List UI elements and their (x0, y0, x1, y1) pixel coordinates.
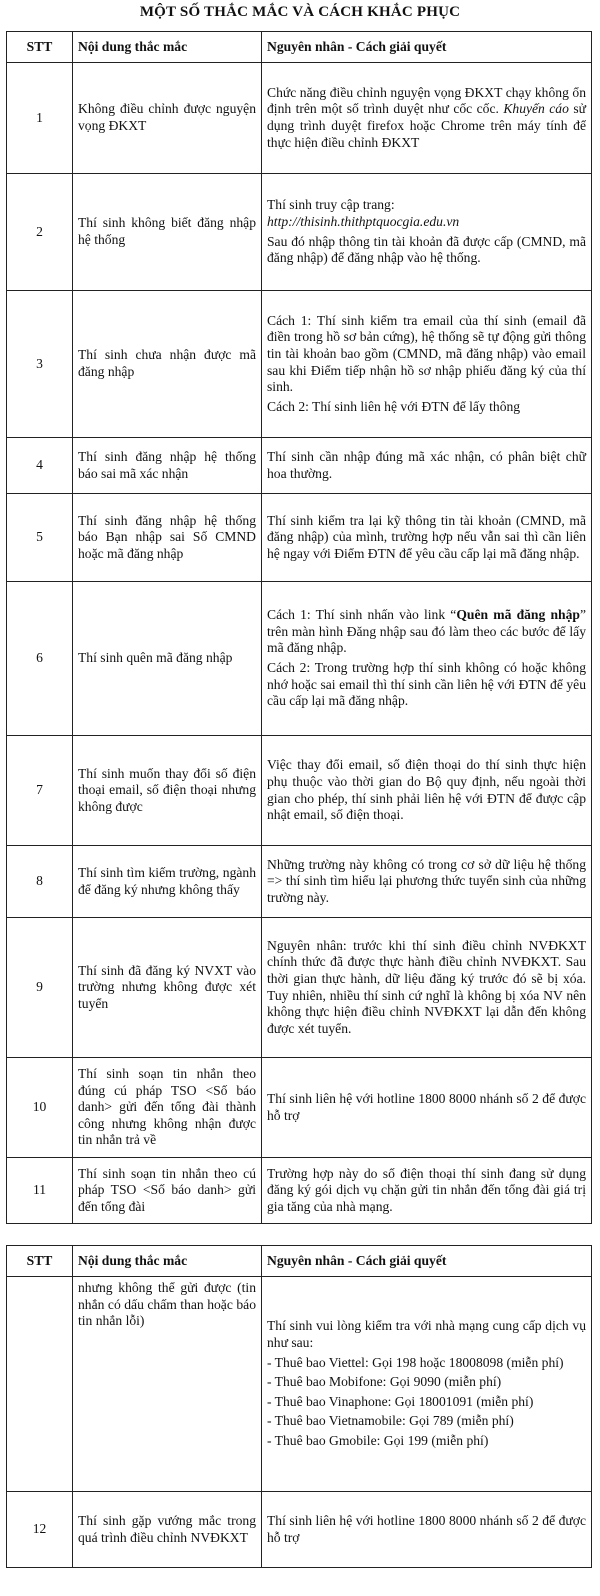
carrier-viettel: - Thuê bao Viettel: Gọi 198 hoặc 18008098 (miễn phí) (267, 1354, 564, 1370)
carrier-mobifone: - Thuê bao Mobifone: Gọi 9090 (miễn phí) (267, 1374, 502, 1390)
table-row (7, 438, 592, 494)
table-row (7, 291, 592, 438)
carrier-vinaphone: - Thuê bao Vinaphone: Gọi 18001091 (miễn phí) (267, 1393, 534, 1409)
row-answer (262, 1277, 592, 1492)
row-number: 3 (7, 291, 73, 438)
header-stt: STT (7, 1246, 73, 1277)
table-row (7, 846, 592, 918)
row-question: nhưng không thể gửi được (tin nhắn có dấu chấm than hoặc báo tin nhắn lỗi) (73, 1277, 262, 1492)
carrier-vietnamobile: - Thuê bao Vietnamobile: Gọi 789 (miễn phí) (267, 1413, 514, 1429)
row-question: Thí sinh quên mã đăng nhập (73, 582, 262, 736)
row-number: 5 (7, 494, 73, 582)
row-answer: Nguyên nhân: trước khi thí sinh điều chỉnh NVĐKXT chính thức đã được thực hành điều chỉnh NVĐKXT. Sau thời gian thực hành, dữ liệu đăng ký trước đó sẽ bị xóa. Tuy nhiên, nhiều thí sinh cứ nghĩ là không bị xóa NV nên không thực hiện điều chỉnh NVĐKXT lại dẫn đến không được xét tuyển. (262, 918, 592, 1058)
row-number (7, 1277, 73, 1492)
table-row (7, 63, 592, 174)
row-answer: Thí sinh cần nhập đúng mã xác nhận, có phân biệt chữ hoa thường. (262, 438, 592, 494)
table-row (7, 174, 592, 291)
table-row (7, 1277, 592, 1492)
row-answer: Những trường này không có trong cơ sở dữ liệu hệ thống => thí sinh tìm hiểu lại phương thức tuyển sinh của những trường này. (262, 846, 592, 918)
row-question: Thí sinh muốn thay đổi số điện thoại email, số điện thoại nhưng không được (73, 736, 262, 846)
row-answer (262, 582, 592, 736)
carrier-gmobile: - Thuê bao Gmobile: Gọi 199 (miễn phí) (267, 1432, 489, 1448)
answer-text: ” trên màn hình Đăng nhập sau đó làm theo các bước để lấy mã đăng nhập. (267, 607, 586, 656)
row-number: 1 (7, 63, 73, 174)
site-link[interactable]: http://thisinh.thithptquocgia.edu.vn (267, 213, 460, 229)
header-question: Nội dung thắc mắc (73, 32, 262, 63)
answer-text: Sau đó nhập thông tin tài khoản đã được cấp (CMND, mã đăng nhập) để đăng nhập vào hệ thống. (267, 233, 586, 266)
faq-table-continued (6, 1245, 592, 1568)
table-row (7, 918, 592, 1058)
table-row (7, 1058, 592, 1158)
row-answer: Thí sinh liên hệ với hotline 1800 8000 nhánh số 2 để được hỗ trợ (262, 1058, 592, 1158)
answer-text: Cách 2: Trong trường hợp thí sinh không có hoặc không nhớ hoặc sai email thì thí sinh cần liên hệ với ĐTN để yêu cầu cấp lại mã đăng nhập. (267, 660, 586, 709)
row-question: Thí sinh soạn tin nhắn theo cú pháp TSO <Số báo danh> gửi đến tổng đài (73, 1158, 262, 1224)
row-answer: Thí sinh kiểm tra lại kỹ thông tin tài khoản (CMND, mã đăng nhập) của mình, trường hợp nếu vẫn sai thì cần liên hệ ngay với Điểm ĐTN để yêu cầu cấp lại mã đăng nhập. (262, 494, 592, 582)
row-number: 9 (7, 918, 73, 1058)
row-question: Không điều chỉnh được nguyện vọng ĐKXT (73, 63, 262, 174)
row-answer: Trường hợp này do số điện thoại thí sinh đang sử dụng đăng ký gói dịch vụ chặn gửi tin nhắn đến tổng đài giá trị gia tăng của nhà mạng. (262, 1158, 592, 1224)
row-number: 11 (7, 1158, 73, 1224)
answer-text: Chức năng điều chỉnh nguyện vọng ĐKXT chạy không ổn định trên một số trình duyệt như cốc cốc. (267, 84, 586, 117)
header-answer: Nguyên nhân - Cách giải quyết (262, 32, 592, 63)
forgot-code-link[interactable]: Quên mã đăng nhập (456, 607, 580, 623)
table-row (7, 1492, 592, 1568)
row-number: 2 (7, 174, 73, 291)
header-stt: STT (7, 32, 73, 63)
row-question: Thí sinh chưa nhận được mã đăng nhập (73, 291, 262, 438)
row-answer (262, 63, 592, 174)
page-title: MỘT SỐ THẮC MẮC VÀ CÁCH KHẮC PHỤC (139, 4, 461, 20)
table-row (7, 582, 592, 736)
row-question: Thí sinh tìm kiếm trường, ngành để đăng ký nhưng không thấy (73, 846, 262, 918)
row-answer: Thí sinh liên hệ với hotline 1800 8000 nhánh số 2 để được hỗ trợ (262, 1492, 592, 1568)
row-question: Thí sinh đăng nhập hệ thống báo sai mã xác nhận (73, 438, 262, 494)
answer-text: sử dụng trình duyệt firefox hoặc Chrome trên máy tính để thực hiện điều chỉnh ĐKXT (267, 101, 586, 150)
table-header-row (7, 32, 592, 63)
row-number: 7 (7, 736, 73, 846)
row-number: 6 (7, 582, 73, 736)
answer-text: Thí sinh truy cập trang: (267, 197, 395, 213)
row-question: Thí sinh đã đăng ký NVXT vào trường nhưng không được xét tuyển (73, 918, 262, 1058)
row-question: Thí sinh đăng nhập hệ thống báo Bạn nhập sai Số CMND hoặc mã đăng nhập (73, 494, 262, 582)
row-question: Thí sinh không biết đăng nhập hệ thống (73, 174, 262, 291)
row-answer: Việc thay đổi email, số điện thoại do thí sinh thực hiện phụ thuộc vào thời gian do Bộ quy định, nếu ngoài thời gian cho phép, thí sinh phải liên hệ với ĐTN để được cập nhật email, số điện thoại. (262, 736, 592, 846)
row-number: 8 (7, 846, 73, 918)
row-answer (262, 291, 592, 438)
row-question: Thí sinh gặp vướng mắc trong quá trình điều chỉnh NVĐKXT (73, 1492, 262, 1568)
table-row (7, 494, 592, 582)
answer-text: Thí sinh vui lòng kiểm tra với nhà mạng cung cấp dịch vụ như sau: (267, 1318, 586, 1351)
answer-emphasis: Khuyến cáo (503, 101, 569, 117)
table-row (7, 736, 592, 846)
table-row (7, 1158, 592, 1224)
row-answer (262, 174, 592, 291)
header-question: Nội dung thắc mắc (73, 1246, 262, 1277)
table-header-row (7, 1246, 592, 1277)
header-answer: Nguyên nhân - Cách giải quyết (262, 1246, 592, 1277)
answer-text: Cách 1: Thí sinh nhấn vào link “ (267, 607, 457, 623)
row-number: 12 (7, 1492, 73, 1568)
row-number: 4 (7, 438, 73, 494)
faq-table (6, 31, 592, 1224)
answer-text: Cách 1: Thí sinh kiểm tra email của thí sinh (email đã điền trong hồ sơ bản cứng), hệ thống sẽ tự động gửi thông tin tài khoản bao gồm (CMND, mã đăng nhập) vào email sau khi Điểm tiếp nhận hồ sơ nhập phiếu đăng ký của thí sinh. (267, 312, 586, 395)
row-question: Thí sinh soạn tin nhắn theo đúng cú pháp TSO <Số báo danh> gửi đến tổng đài thành công nhưng không nhận được tin nhắn trả về (73, 1058, 262, 1158)
row-number: 10 (7, 1058, 73, 1158)
answer-text: Cách 2: Thí sinh liên hệ với ĐTN để lấy thông (267, 398, 521, 414)
